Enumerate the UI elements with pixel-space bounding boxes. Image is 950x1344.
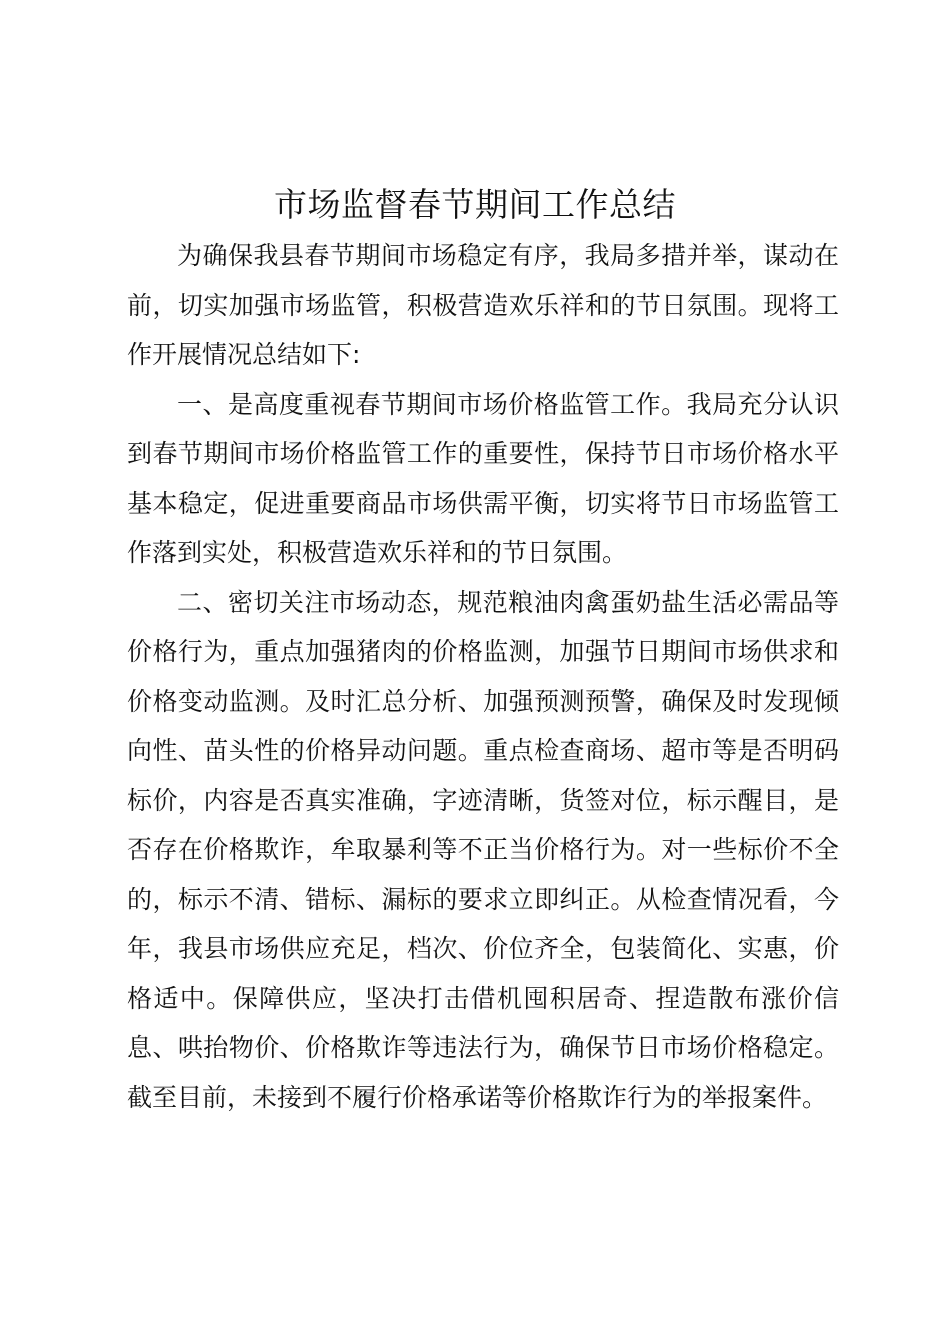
document-body (127, 231, 839, 1122)
document-title: 市场监督春节期间工作总结 (274, 185, 676, 224)
paragraph-section-one: 一、是高度重视春节期间市场价格监管工作。我局充分认识到春节期间市场价格监管工作的重要性，保持节日市场价格水平基本稳定，促进重要商品市场供需平衡，切实将节日市场监管工作落到实处，积极营造欢乐祥和的节日氛围。 (127, 389, 839, 567)
paragraph-intro: 为确保我县春节期间市场稳定有序，我局多措并举，谋动在前，切实加强市场监管，积极营造欢乐祥和的节日氛围。现将工作开展情况总结如下: (127, 241, 839, 369)
paragraph-section-two: 二、密切关注市场动态，规范粮油肉禽蛋奶盐生活必需品等价格行为，重点加强猪肉的价格监测，加强节日期间市场供求和价格变动监测。及时汇总分析、加强预测预警，确保及时发现倾向性、苗头性的价格异动问题。重点检查商场、超市等是否明码标价，内容是否真实准确，字迹清晰，货签对位，标示醒目，是否存在价格欺诈，牟取暴利等不正当价格行为。对一些标价不全的，标示不清、错标、漏标的要求立即纠正。从检查情况看，今年，我县市场供应充足，档次、价位齐全，包装简化、实惠，价格适中。保障供应，坚决打击借机囤积居奇、捏造散布涨价信息、哄抬物价、价格欺诈等违法行为，确保节日市场价格稳定。截至目前，未接到不履行价格承诺等价格欺诈行为的举报案件。 (127, 587, 839, 1112)
